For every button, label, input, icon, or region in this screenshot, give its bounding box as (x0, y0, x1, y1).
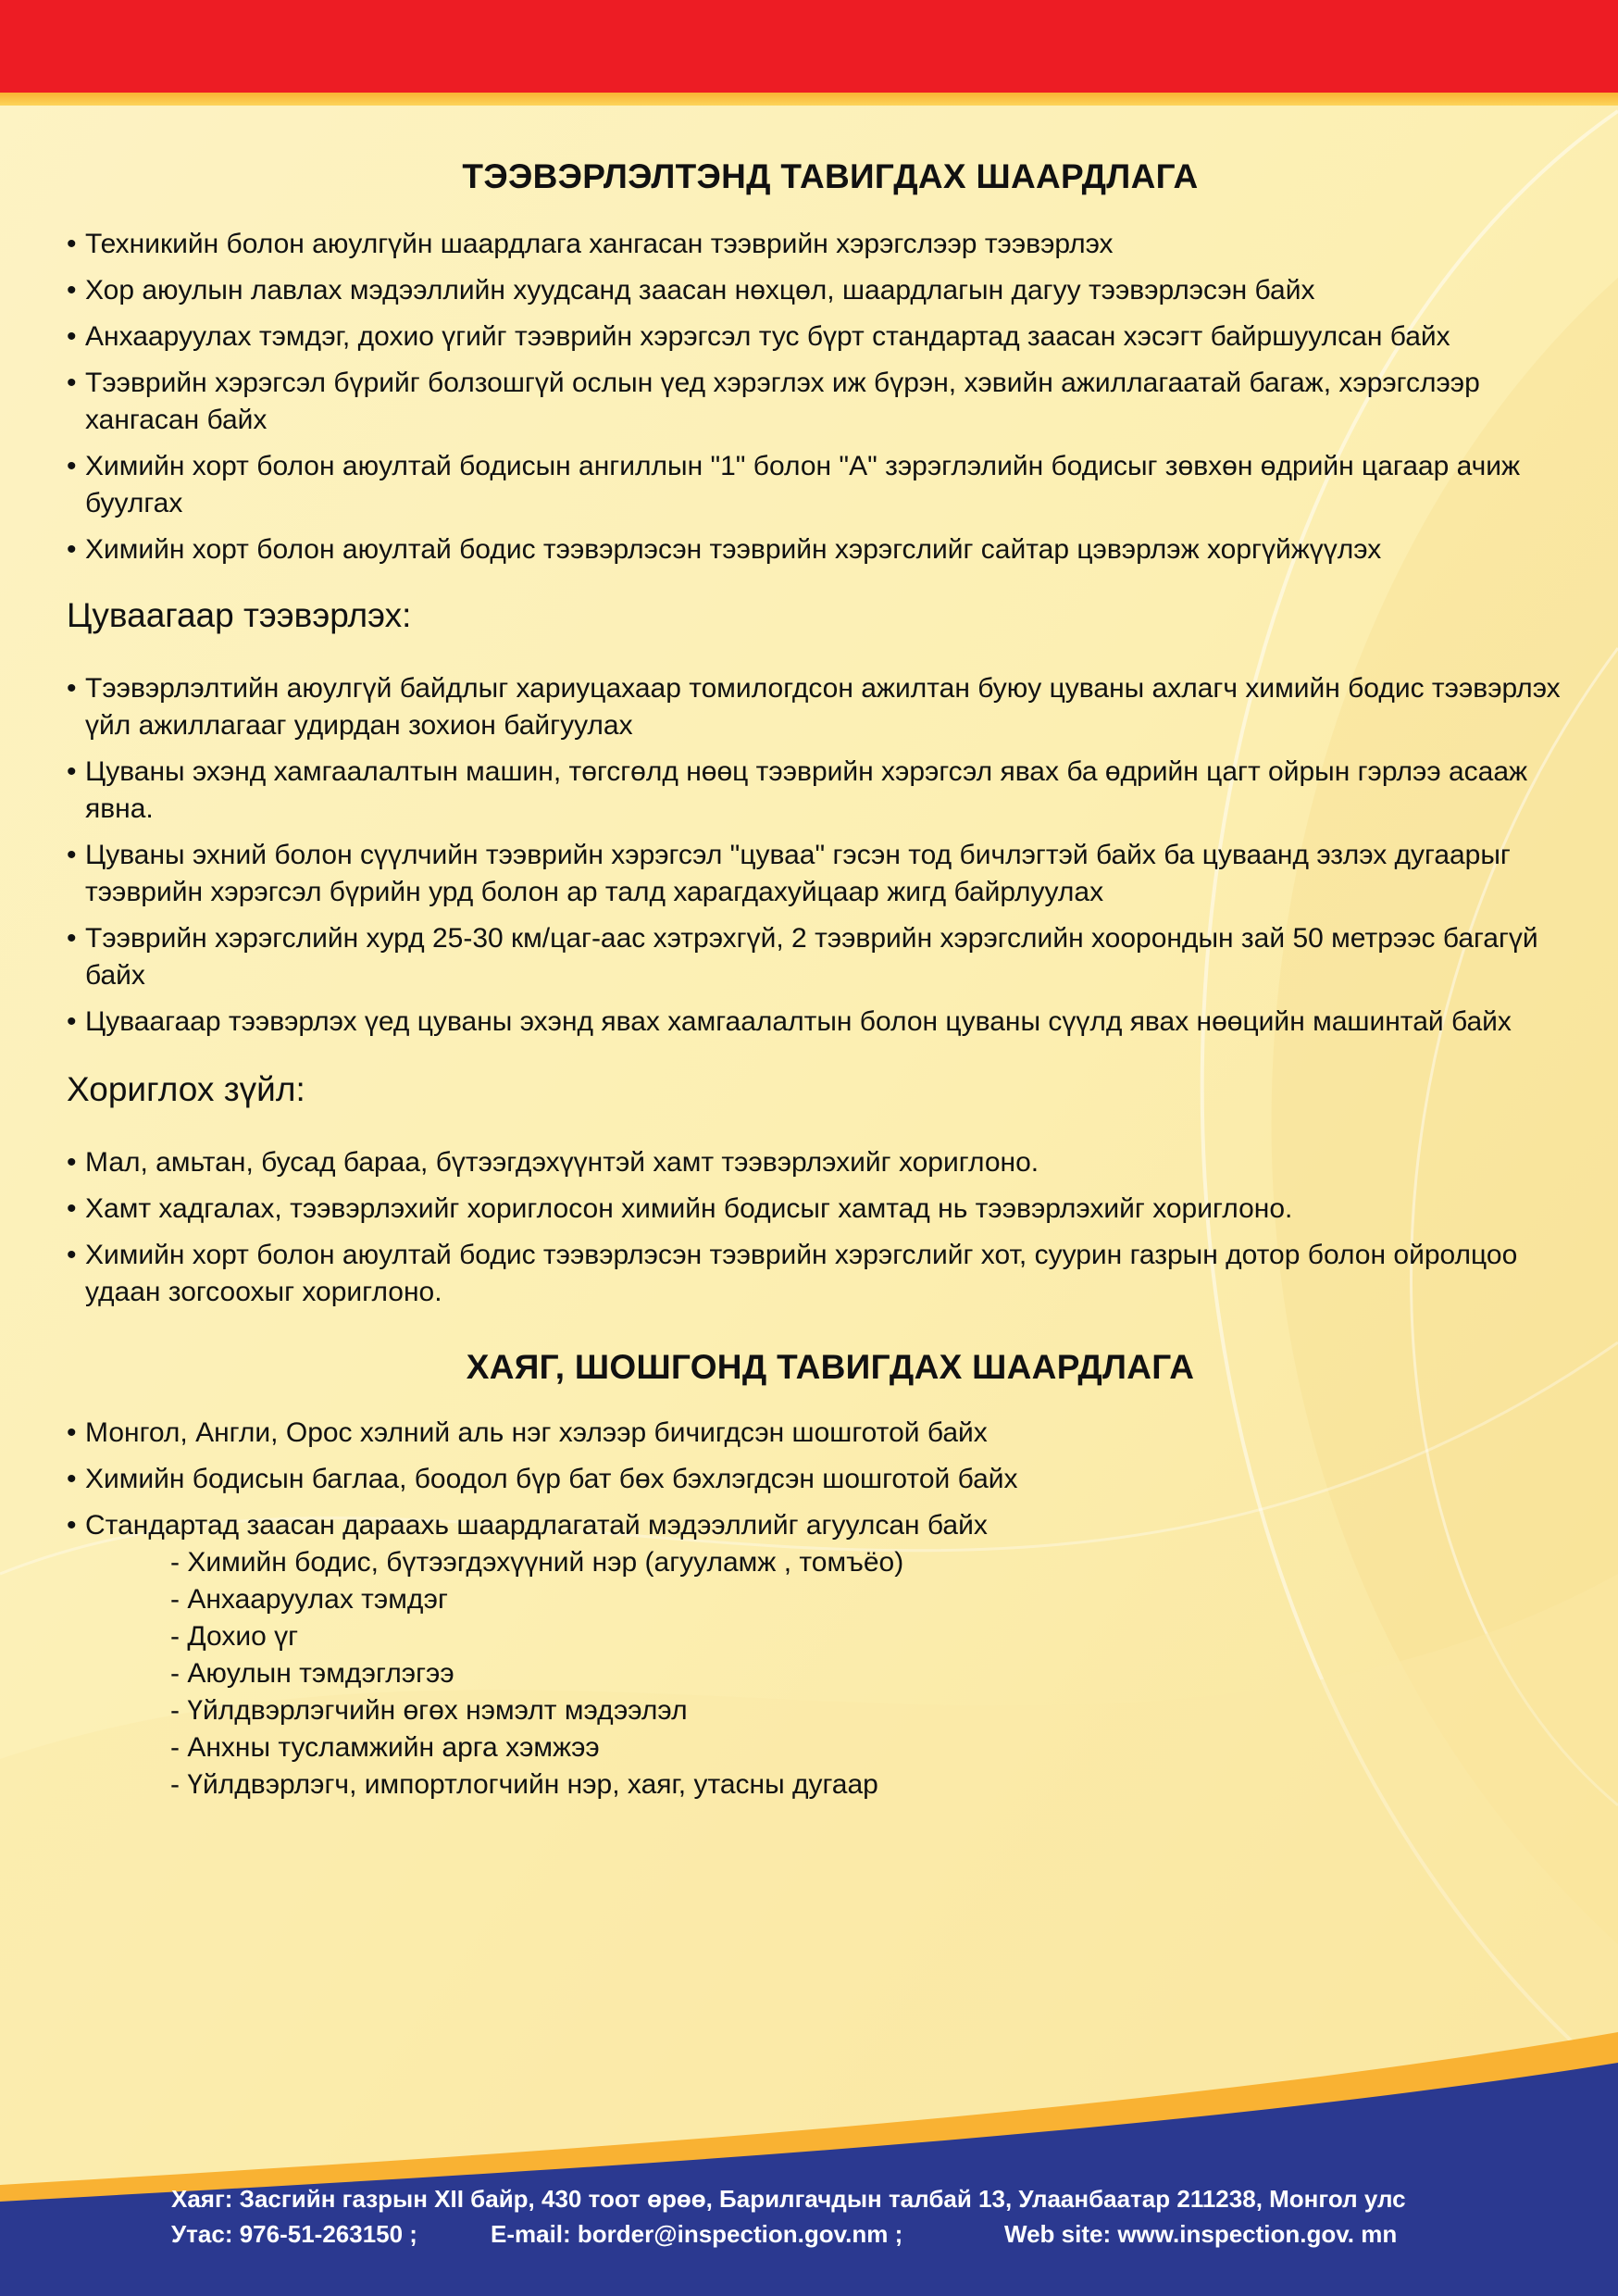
prohibited-list (67, 1144, 1566, 1311)
sublist-item: - Химийн бодис, бүтээгдэхүүний нэр (агууламж , томъёо) (170, 1547, 904, 1578)
list-item: • Тээврийн хэрэгслийн хурд 25-30 км/цаг-аас хэтрэхгүй, 2 тээврийн хэрэгслийн хоорондын зай 50 метрээс багагүй байх (67, 923, 1538, 991)
label-info-sublist (67, 1544, 1566, 1803)
list-item: • Химийн хорт болон аюултай бодисын ангиллын "1" болон "А" зэрэглэлийн бодисыг зөвхөн өдрийн цагаар ачиж буулгах (67, 451, 1521, 518)
convoy-list (67, 670, 1566, 1041)
list-item: • Мал, амьтан, бусад бараа, бүтээгдэхүүнтэй хамт тээвэрлэхийг хориглоно. (67, 1147, 1039, 1178)
list-item: • Монгол, Англи, Орос хэлний аль нэг хэлээр бичигдсэн шошготой байх (67, 1417, 988, 1448)
section-title-prohibited: Хориглох зүйл: (67, 1070, 305, 1108)
list-item: • Цуваны эхний болон сүүлчийн тээврийн хэрэгсэл "цуваа" гэсэн тод бичлэгтэй байх ба цуваанд эзлэх дугаарыг тээврийн хэрэгсэл бүрийн урд болон ар талд харагдахуйцаар жигд байрлуулах (67, 840, 1511, 907)
sublist-item: - Анхны тусламжийн арга хэмжээ (170, 1732, 600, 1763)
list-item: • Цуваагаар тээвэрлэх үед цуваны эхэнд явах хамгаалалтын болон цуваны сүүлд явах нөөцийн машинтай байх (67, 1006, 1512, 1037)
list-item: • Цуваны эхэнд хамгаалалтын машин, төгсгөлд нөөц тээврийн хэрэгсэл явах ба өдрийн цагт ойрын гэрлээ асааж явна. (67, 756, 1528, 824)
list-item: • Химийн хорт болон аюултай бодис тээвэрлэсэн тээврийн хэрэгслийг сайтар цэвэрлэж хоргүйжүүлэх (67, 534, 1382, 565)
top-red-band (0, 0, 1618, 93)
section-title-convoy: Цуваагаар тээвэрлэх: (67, 596, 412, 634)
list-item: • Стандартад заасан дараахь шаардлагатай мэдээллийг агуулсан байх (67, 1510, 988, 1541)
list-item: • Тээвэрлэлтийн аюулгүй байдлыг хариуцахаар томилогдсон ажилтан буюу цуваны ахлагч химийн бодис тээвэрлэх үйл ажиллагааг удирдан зохион байгуулах (67, 673, 1561, 741)
sublist-item: - Үйлдвэрлэгчийн өгөх нэмэлт мэдээлэл (170, 1695, 688, 1726)
footer-email[interactable]: E-mail: border@inspection.gov.nm ; (491, 2220, 903, 2248)
section-title-labeling: ХАЯГ, ШОШГОНД ТАВИГДАХ ШААРДЛАГА (466, 1348, 1195, 1386)
list-item: • Анхааруулах тэмдэг, дохио үгийг тээврийн хэрэгсэл тус бүрт стандартад заасан хэсэгт байршуулсан байх (67, 321, 1450, 352)
top-yellow-stripe (0, 93, 1618, 106)
list-item: • Тээврийн хэрэгсэл бүрийг болзошгүй ослын үед хэрэглэх иж бүрэн, хэвийн ажиллагаатай багаж, хэрэгслээр хангасан байх (67, 368, 1480, 435)
list-item: • Химийн хорт болон аюултай бодис тээвэрлэсэн тээврийн хэрэгслийг хот, суурин газрын дотор болон ойролцоо удаан зогсоохыг хориглоно. (67, 1240, 1518, 1307)
sublist-item: - Үйлдвэрлэгч, импортлогчийн нэр, хаяг, утасны дугаар (170, 1769, 878, 1800)
list-item: • Хамт хадгалах, тээвэрлэхийг хориглосон химийн бодисыг хамтад нь тээвэрлэхийг хориглоно. (67, 1193, 1293, 1224)
footer-website[interactable]: Web site: www.inspection.gov. mn (1004, 2220, 1398, 2248)
document-content (67, 157, 1566, 1803)
list-item: • Химийн бодисын баглаа, боодол бүр бат бөх бэхлэгдсэн шошготой байх (67, 1464, 1018, 1494)
list-item: • Техникийн болон аюулгүйн шаардлага хангасан тээврийн хэрэгслээр тээвэрлэх (67, 229, 1114, 259)
transport-requirements-list (67, 226, 1566, 568)
list-item: • Хор аюулын лавлах мэдээллийн хуудсанд заасан нөхцөл, шаардлагын дагуу тээвэрлэсэн байх (67, 275, 1315, 306)
sublist-item: - Анхааруулах тэмдэг (170, 1584, 448, 1615)
section-title-transport: ТЭЭВЭРЛЭЛТЭНД ТАВИГДАХ ШААРДЛАГА (462, 157, 1199, 195)
footer (0, 2185, 1618, 2296)
labeling-list (67, 1415, 1566, 1544)
footer-phone: Утас: 976-51-263150 ; (171, 2220, 417, 2248)
sublist-item: - Аюулын тэмдэглэгээ (170, 1658, 454, 1689)
sublist-item: - Дохио үг (170, 1621, 299, 1652)
footer-address: Хаяг: Засгийн газрын XII байр, 430 тоот өрөө, Барилгачдын талбай 13, Улаанбаатар 211238, Монгол улс (171, 2185, 1406, 2213)
